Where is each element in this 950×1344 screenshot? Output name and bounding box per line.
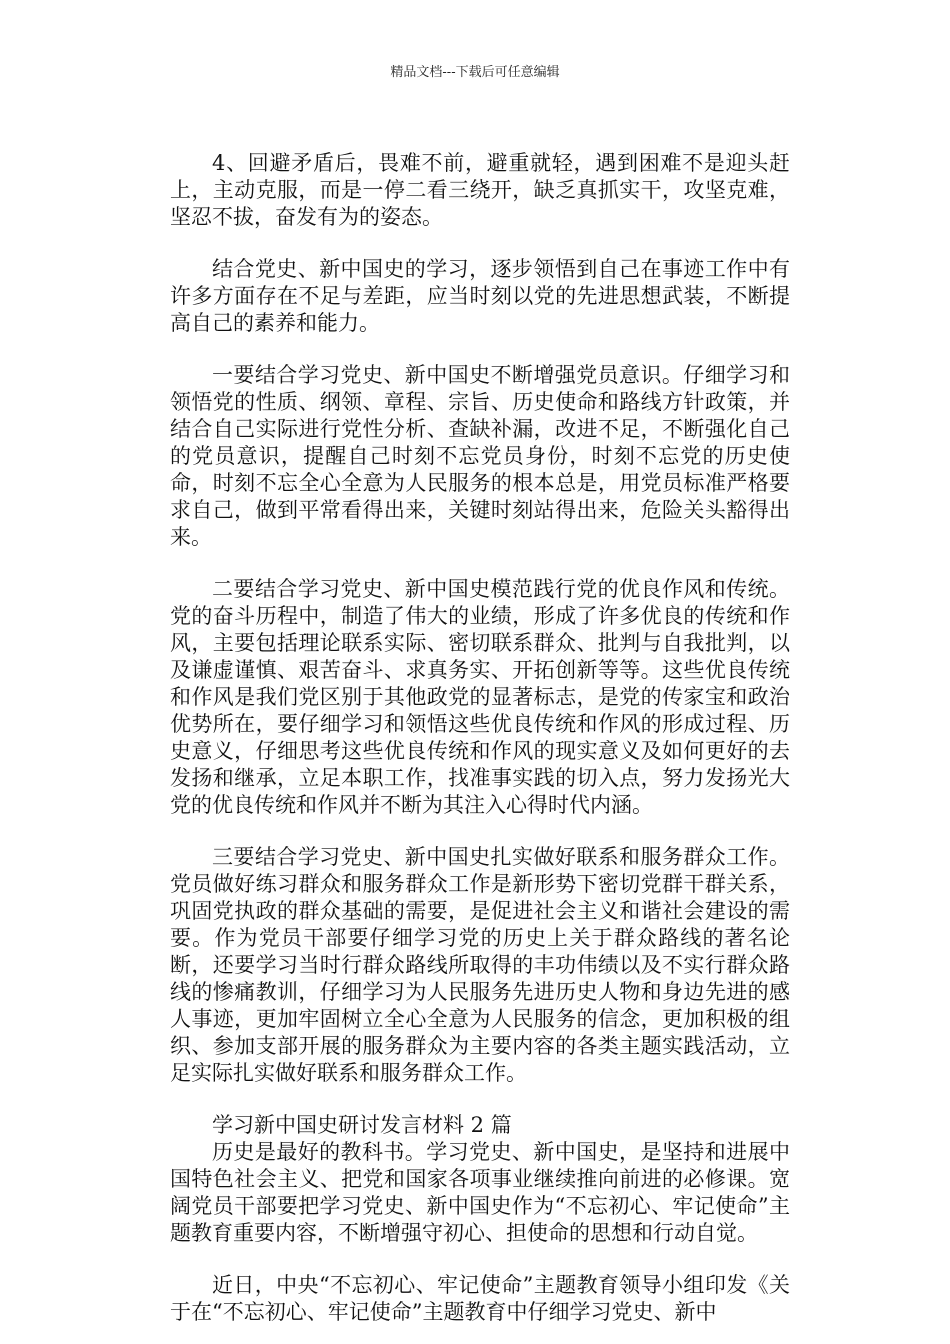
section-title: 学习新中国史研讨发言材料 2 篇 bbox=[212, 1113, 512, 1137]
paragraph-1: 4、回避矛盾后，畏难不前，避重就轻，遇到困难不是迎头赶上，主动克服，而是一停二看三绕开，缺乏真抓实干，攻坚克难，坚忍不拔，奋发有为的姿态。 bbox=[170, 151, 790, 229]
paragraph-3: 一要结合学习党史、新中国史不断增强党员意识。仔细学习和领悟党的性质、纲领、章程、宗旨、历史使命和路线方针政策，并结合自己实际进行党性分析、查缺补漏，改进不足，不断强化自己的党员意识，提醒自己时刻不忘党员身份，时刻不忘党的历史使命，时刻不忘全心全意为人民服务的根本总是，用党员标准严格要求自己，做到平常看得出来，关键时刻站得出来，危险关头豁得出来。 bbox=[170, 363, 790, 549]
page-header: 精品文档---下载后可任意编辑 bbox=[390, 65, 560, 80]
paragraph-5: 三要结合学习党史、新中国史扎实做好联系和服务群众工作。党员做好练习群众和服务群众工作是新形势下密切党群干群关系，巩固党执政的群众基础的需要，是促进社会主义和谐社会建设的需要。作为党员干部要仔细学习党的历史上关于群众路线的著名论断，还要学习当时行群众路线所取得的丰功伟绩以及不实行群众路线的惨痛教训，仔细学习为人民服务先进历史人物和身边先进的感人事迹，更加牢固树立全心全意为人民服务的信念，更加积极的组织、参加支部开展的服务群众为主要内容的各类主题实践活动，立足实际扎实做好联系和服务群众工作。 bbox=[170, 845, 790, 1085]
document-body bbox=[170, 150, 790, 1326]
paragraph-2: 结合党史、新中国史的学习，逐步领悟到自己在事迹工作中有许多方面存在不足与差距，应当时刻以党的先进思想武装，不断提高自己的素养和能力。 bbox=[170, 257, 790, 335]
paragraph-6: 历史是最好的教科书。学习党史、新中国史，是坚持和进展中国特色社会主义、把党和国家各项事业继续推向前进的必修课。宽阔党员干部要把学习党史、新中国史作为“不忘初心、牢记使命”主题教育重要内容，不断增强守初心、担使命的思想和行动自觉。 bbox=[170, 1140, 790, 1245]
paragraph-4: 二要结合学习党史、新中国史模范践行党的优良作风和传统。党的奋斗历程中，制造了伟大的业绩，形成了许多优良的传统和作风，主要包括理论联系实际、密切联系群众、批判与自我批判，以及谦虚谨慎、艰苦奋斗、求真务实、开拓创新等等。这些优良传统和作风是我们党区别于其他政党的显著标志，是党的传家宝和政治优势所在，要仔细学习和领悟这些优良传统和作风的形成过程、历史意义，仔细思考这些优良传统和作风的现实意义及如何更好的去发扬和继承，立足本职工作，找准事实践的切入点，努力发扬光大党的优良传统和作风并不断为其注入心得时代内涵。 bbox=[170, 577, 790, 817]
paragraph-7: 近日，中央“不忘初心、牢记使命”主题教育领导小组印发《关于在“不忘初心、牢记使命”主题教育中仔细学习党史、新中 bbox=[170, 1273, 790, 1324]
